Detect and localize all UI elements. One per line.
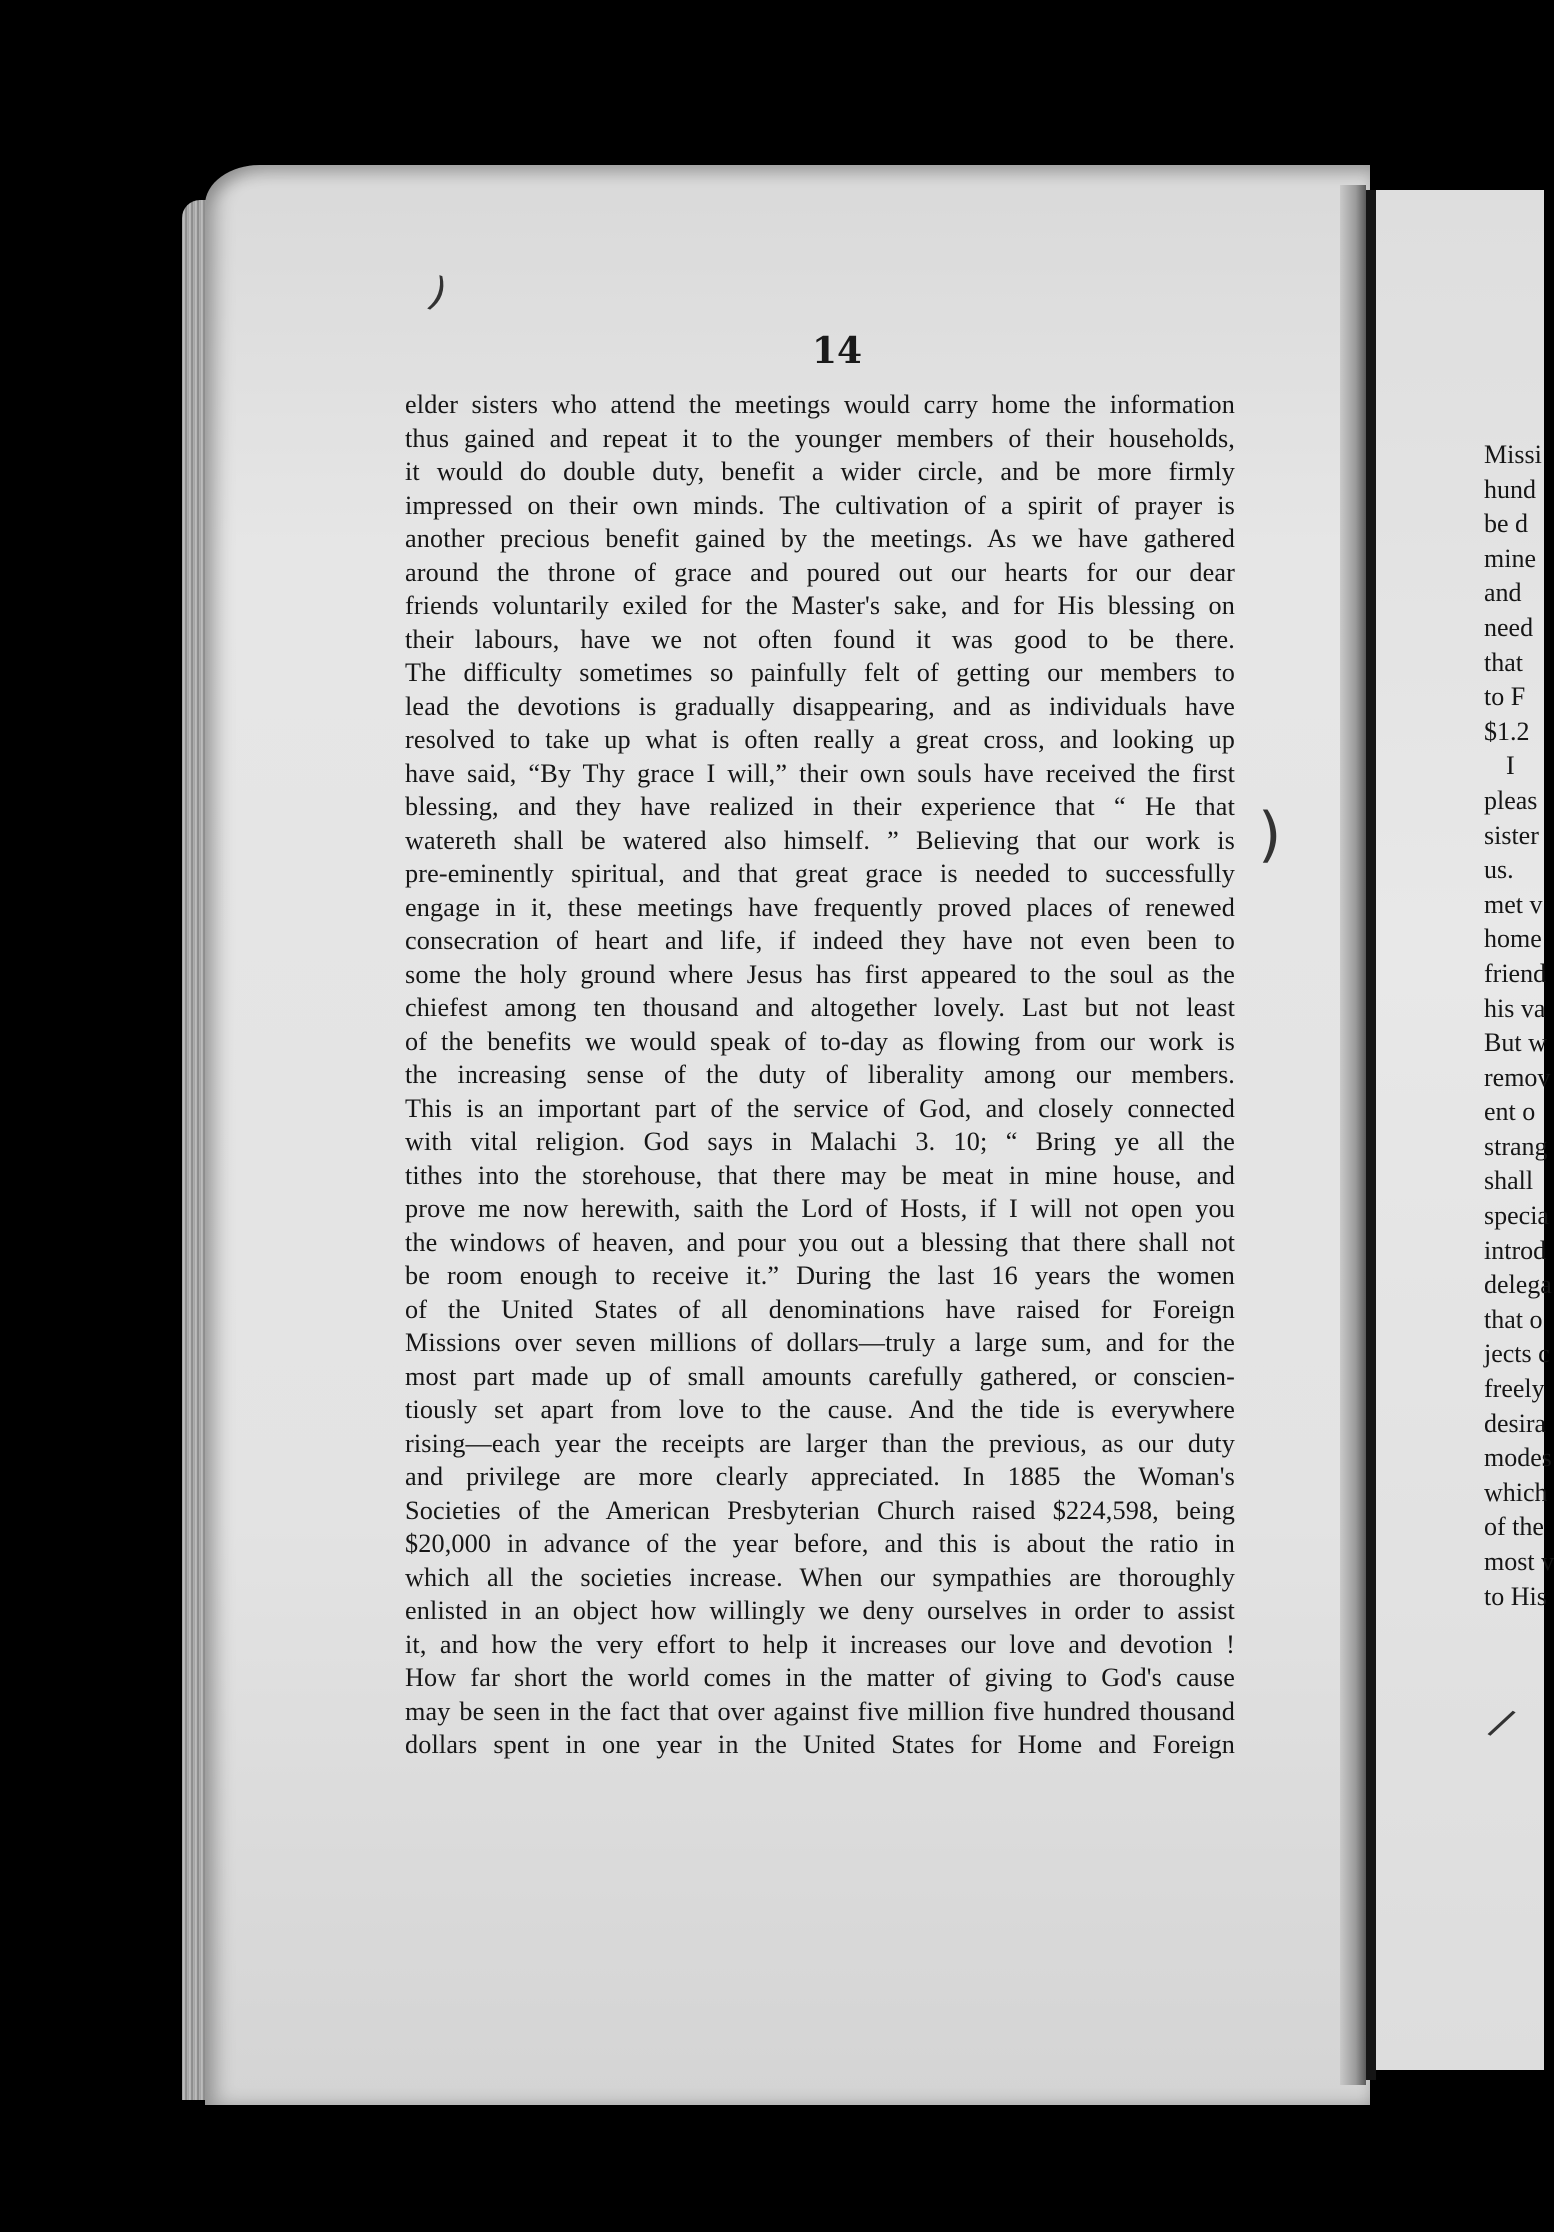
facing-text-line: jects c	[1484, 1339, 1550, 1369]
facing-text-line: and	[1484, 578, 1522, 608]
text-line: consecration of heart and life, if indeed they have not even been to	[405, 926, 1235, 955]
text-line: elder sisters who attend the meetings would carry home the information	[405, 390, 1235, 419]
text-line: $20,000 in advance of the year before, and this is about the ratio in	[405, 1529, 1235, 1558]
facing-text-line: his va	[1484, 993, 1546, 1023]
facing-text-line: specia	[1484, 1201, 1549, 1231]
text-line: chiefest among ten thousand and altogether lovely. Last but not least	[405, 993, 1235, 1022]
text-line: their labours, have we not often found it was good to be there.	[405, 624, 1235, 654]
facing-text-line: to F	[1484, 682, 1526, 712]
text-line: of the United States of all denominations have raised for Foreign	[405, 1294, 1235, 1324]
text-line: The difficulty sometimes so painfully felt of getting our members to	[405, 658, 1235, 687]
facing-text-line: us.	[1484, 855, 1514, 885]
facing-text-line: But w	[1484, 1028, 1547, 1058]
text-line: blessing, and they have realized in their experience that “ He that	[405, 792, 1235, 821]
text-line: rising—each year the receipts are larger than the previous, as our duty	[405, 1428, 1235, 1458]
text-line: resolved to take up what is often really a great cross, and looking up	[405, 725, 1235, 754]
facing-page-text	[1484, 438, 1554, 1614]
text-line: of the benefits we would speak of to-day as flowing from our work is	[405, 1026, 1235, 1056]
text-line: which all the societies increase. When our sympathies are thoroughly	[405, 1562, 1235, 1592]
facing-text-line: desira	[1484, 1408, 1547, 1438]
facing-text-line: be d	[1484, 509, 1529, 539]
facing-text-line: ent o	[1484, 1097, 1536, 1127]
facing-text-line: most v	[1484, 1547, 1554, 1576]
facing-text-line: remov	[1484, 1062, 1551, 1092]
facing-text-line: mine	[1484, 543, 1536, 573]
text-line: thus gained and repeat it to the younger members of their households,	[405, 423, 1235, 453]
facing-text-line: of the	[1484, 1512, 1544, 1542]
facing-text-line: pleas	[1484, 785, 1538, 815]
text-line: it would do double duty, benefit a wider circle, and be more firmly	[405, 457, 1235, 486]
text-line: may be seen in the fact that over against five million five hundred thousand	[405, 1696, 1235, 1726]
text-line: tiously set apart from love to the cause. And the tide is everywhere	[405, 1395, 1235, 1424]
text-line: dollars spent in one year in the United States for Home and Foreign	[405, 1730, 1235, 1759]
text-line: around the throne of grace and poured out our hearts for our dear	[405, 557, 1235, 587]
text-line: impressed on their own minds. The cultivation of a spirit of prayer is	[405, 490, 1235, 520]
pencil-mark: /	[1484, 1699, 1520, 1747]
text-line: and privilege are more clearly appreciated. In 1885 the Woman's	[405, 1462, 1235, 1491]
text-line: most part made up of small amounts carefully gathered, or conscien-	[405, 1361, 1235, 1391]
text-line: Missions over seven millions of dollars—truly a large sum, and for the	[405, 1328, 1235, 1357]
facing-text-line: need	[1484, 612, 1534, 642]
text-line: watereth shall be watered also himself. ” Believing that our work is	[405, 825, 1235, 855]
text-line: This is an important part of the service of God, and closely connected	[405, 1093, 1235, 1123]
facing-text-line: Missi	[1484, 440, 1542, 469]
facing-text-line: hund	[1484, 474, 1536, 504]
page-body-text	[405, 388, 1235, 1762]
facing-text-line: that o	[1484, 1304, 1543, 1334]
text-line: tithes into the storehouse, that there may be meat in mine house, and	[405, 1160, 1235, 1190]
page-number: 14	[812, 330, 863, 372]
text-line: have said, “By Thy grace I will,” their own souls have received the first	[405, 758, 1235, 788]
text-line: How far short the world comes in the matter of giving to God's cause	[405, 1663, 1235, 1692]
facing-text-line: I	[1506, 751, 1515, 781]
text-line: lead the devotions is gradually disappearing, and as individuals have	[405, 691, 1235, 721]
text-line: the increasing sense of the duty of liberality among our members.	[405, 1060, 1235, 1089]
facing-text-line: that	[1484, 647, 1523, 677]
facing-text-line: $1.2	[1484, 716, 1530, 746]
facing-text-line: freely	[1484, 1374, 1545, 1404]
text-line: it, and how the very effort to help it increases our love and devotion !	[405, 1629, 1235, 1659]
text-line: engage in it, these meetings have frequently proved places of renewed	[405, 892, 1235, 922]
pencil-mark: )	[1258, 800, 1282, 870]
text-line: the windows of heaven, and pour you out a blessing that there shall not	[405, 1227, 1235, 1257]
text-line: another precious benefit gained by the meetings. As we have gathered	[405, 524, 1235, 553]
facing-text-line: to His	[1484, 1581, 1547, 1611]
text-line: be room enough to receive it.” During the last 16 years the women	[405, 1261, 1235, 1290]
text-line: prove me now herewith, saith the Lord of Hosts, if I will not open you	[405, 1194, 1235, 1223]
facing-text-line: strang	[1484, 1131, 1548, 1161]
facing-text-line: modes	[1484, 1443, 1552, 1473]
facing-text-line: introd	[1484, 1235, 1547, 1265]
book-spine	[1366, 190, 1376, 2080]
pencil-mark: )	[422, 268, 454, 318]
facing-text-line: which	[1484, 1477, 1548, 1507]
facing-text-line: delega	[1484, 1270, 1552, 1300]
text-line: some the holy ground where Jesus has first appeared to the soul as the	[405, 959, 1235, 989]
text-line: with vital religion. God says in Malachi 3. 10; “ Bring ye all the	[405, 1127, 1235, 1156]
gutter-shadow	[1340, 185, 1366, 2085]
facing-text-line: sister	[1484, 820, 1539, 850]
text-line: Societies of the American Presbyterian Church raised $224,598, being	[405, 1495, 1235, 1525]
text-line: enlisted in an object how willingly we deny ourselves in order to assist	[405, 1596, 1235, 1625]
facing-text-line: shall	[1484, 1166, 1534, 1196]
facing-text-line: met v	[1484, 889, 1543, 919]
facing-text-line: friend	[1484, 958, 1547, 988]
text-line: pre-eminently spiritual, and that great grace is needed to successfully	[405, 859, 1235, 888]
text-line: friends voluntarily exiled for the Master's sake, and for His blessing on	[405, 591, 1235, 620]
facing-text-line: home	[1484, 924, 1542, 954]
